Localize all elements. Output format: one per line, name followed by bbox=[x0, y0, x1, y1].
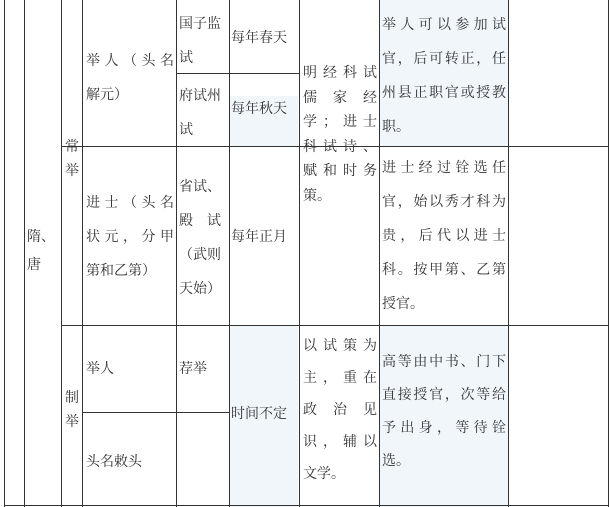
grid-line bbox=[176, 0, 177, 507]
time-autumn: 每年秋天 bbox=[231, 101, 287, 117]
juren-career: 举人可以参加试 官，后可转正，任 州县正职官或授教 职。 bbox=[382, 17, 506, 135]
grid-line bbox=[379, 0, 380, 507]
jinshi-title: 进士（头名 状元，分甲 第和乙第） bbox=[86, 195, 174, 279]
zhiju-career: 高等由中书、门下 直接授官，次等给 予出身，等待铨 选。 bbox=[382, 354, 506, 469]
grid-line bbox=[299, 0, 300, 507]
grid-line bbox=[508, 0, 509, 507]
grid-line bbox=[61, 325, 608, 326]
changju-content: 明经科试 儒家经 学；进士 科试诗、 赋和时务 策。 bbox=[303, 65, 377, 204]
zhiju-method: 荐举 bbox=[179, 361, 207, 377]
grid-line bbox=[24, 0, 25, 507]
zhiju-chitou-title: 头名敕头 bbox=[86, 454, 142, 470]
zhiju-juren-title: 举人 bbox=[86, 361, 114, 377]
grid-line bbox=[229, 0, 230, 507]
grid-line bbox=[82, 412, 230, 413]
category-changju: 常 举 bbox=[65, 139, 79, 179]
exam-guozijian: 国子监 试 bbox=[179, 16, 221, 66]
zhiju-content: 以试策为 主，重在 政治见 识，辅以 文学。 bbox=[303, 338, 377, 482]
time-spring: 每年春天 bbox=[231, 30, 287, 46]
jinshi-exam: 省试、 殿 试 （武则 天始） bbox=[179, 179, 221, 297]
zhiju-time: 时间不定 bbox=[231, 406, 287, 422]
grid-line bbox=[82, 0, 83, 507]
grid-line bbox=[61, 0, 62, 507]
changju-juren-title: 举人（头名 解元） bbox=[86, 53, 174, 103]
exam-fushi-zhoushi: 府试州 试 bbox=[179, 88, 221, 138]
grid-line bbox=[4, 505, 609, 506]
category-zhiju: 制 举 bbox=[65, 390, 79, 430]
grid-line bbox=[4, 0, 5, 507]
time-january: 每年正月 bbox=[231, 229, 287, 245]
jinshi-career: 进士经过铨选任 官，始以秀才科为 贵，后代以进士 科。按甲第、乙第 授官。 bbox=[382, 160, 506, 312]
era-label: 隋、 唐 bbox=[27, 229, 55, 273]
